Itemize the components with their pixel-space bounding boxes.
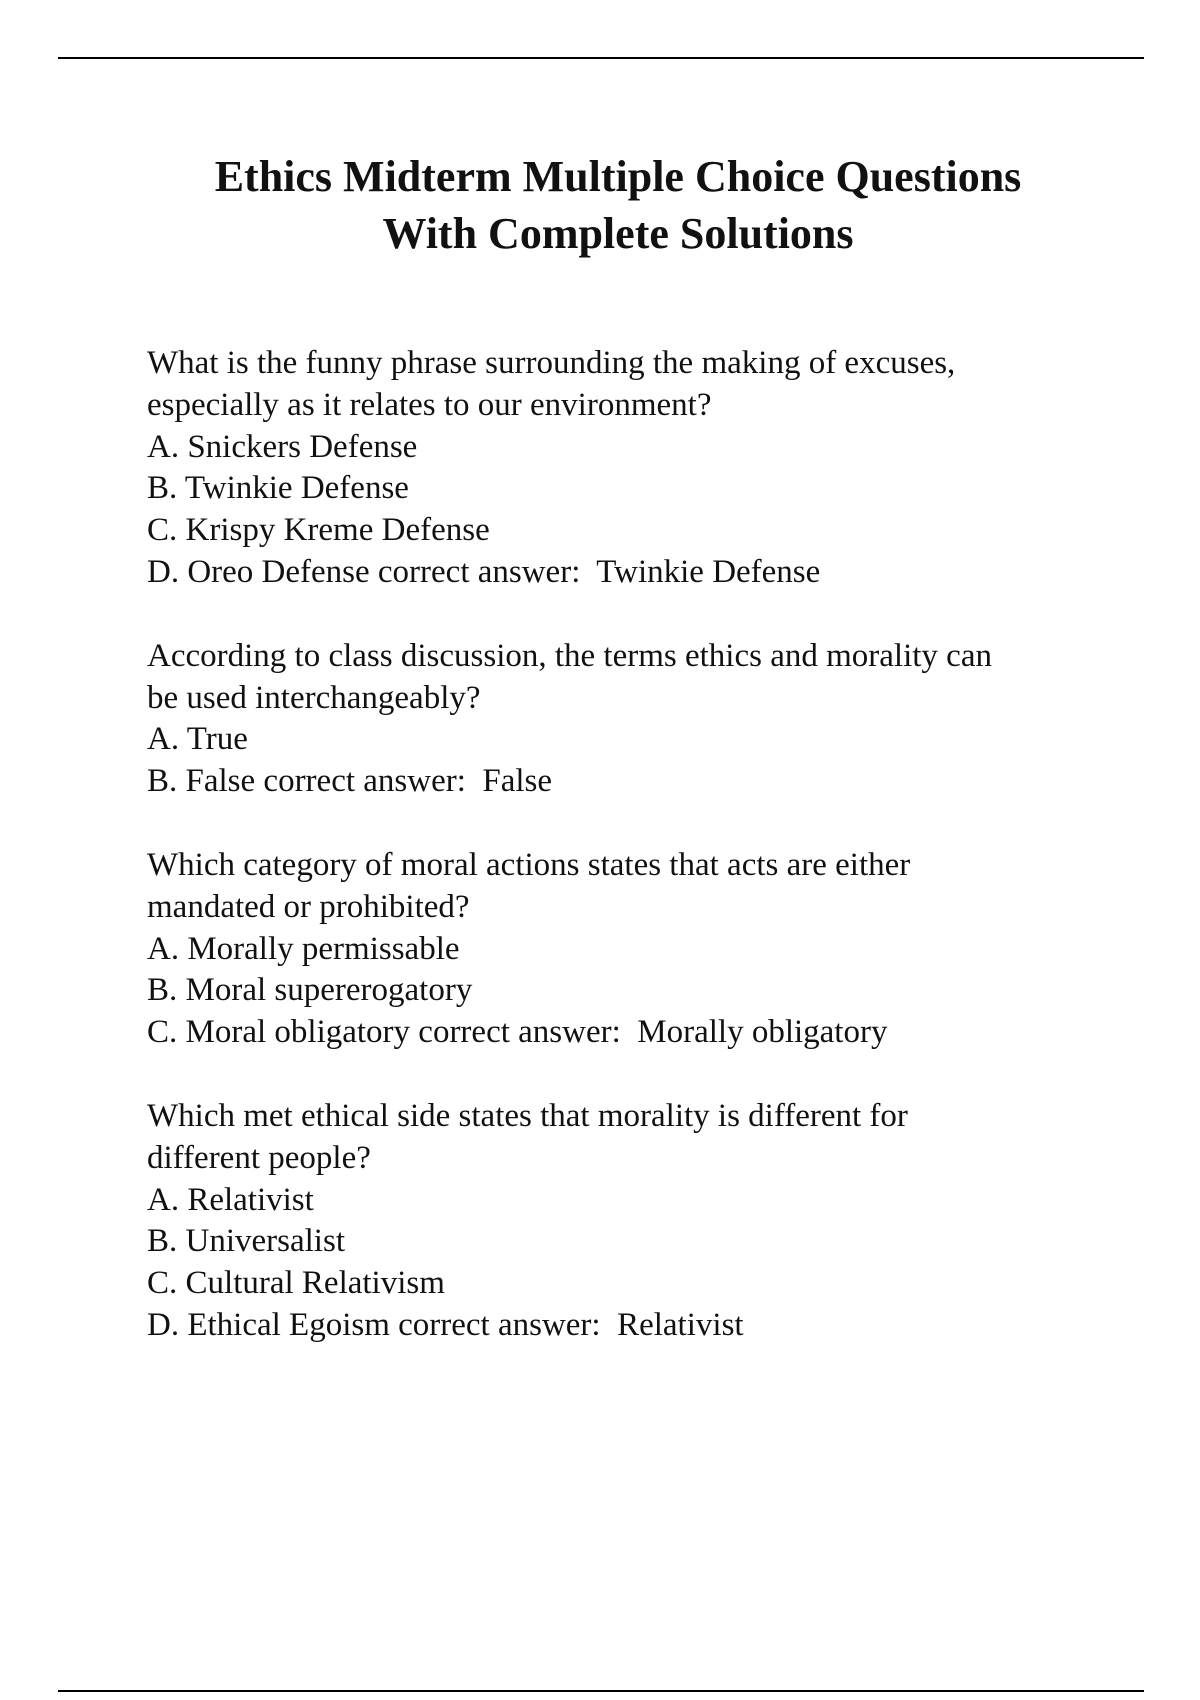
answer-option: C. Cultural Relativism: [147, 1265, 445, 1302]
footer-rule: [58, 1690, 1144, 1692]
question-text: especially as it relates to our environment?: [147, 386, 712, 423]
title-line-1: Ethics Midterm Multiple Choice Questions: [214, 152, 1022, 201]
title-line-2: With Complete Solutions: [382, 209, 854, 258]
answer-option-with-solution: D. Ethical Egoism correct answer: Relativist: [147, 1306, 744, 1343]
answer-option: B. Moral supererogatory: [147, 972, 473, 1009]
answer-option: C. Krispy Kreme Defense: [147, 512, 490, 549]
question-text: Which met ethical side states that morality is different for: [147, 1097, 908, 1134]
question-text: be used interchangeably?: [147, 679, 481, 716]
answer-option-with-solution: D. Oreo Defense correct answer: Twinkie Defense: [147, 553, 821, 590]
question-text: Which category of moral actions states that acts are either: [147, 846, 911, 883]
question-list: [147, 343, 1107, 1389]
question-block-3: [147, 845, 1107, 1054]
question-block-1: [147, 343, 1107, 594]
document-title: [100, 148, 1136, 262]
question-text: According to class discussion, the terms ethics and morality can: [147, 637, 992, 674]
answer-option: A. Snickers Defense: [147, 428, 418, 465]
answer-option-with-solution: B. False correct answer: False: [147, 763, 553, 800]
question-block-4: [147, 1096, 1107, 1347]
answer-option: B. Universalist: [147, 1223, 345, 1260]
question-block-2: [147, 636, 1107, 803]
question-text: mandated or prohibited?: [147, 888, 470, 925]
answer-option: A. True: [147, 721, 248, 758]
answer-option: A. Morally permissable: [147, 930, 460, 967]
answer-option-with-solution: C. Moral obligatory correct answer: Morally obligatory: [147, 1014, 888, 1051]
header-rule: [58, 57, 1144, 59]
question-text: What is the funny phrase surrounding the making of excuses,: [147, 345, 956, 381]
answer-option: B. Twinkie Defense: [147, 470, 409, 507]
question-text: different people?: [147, 1139, 371, 1176]
answer-option: A. Relativist: [147, 1181, 314, 1218]
